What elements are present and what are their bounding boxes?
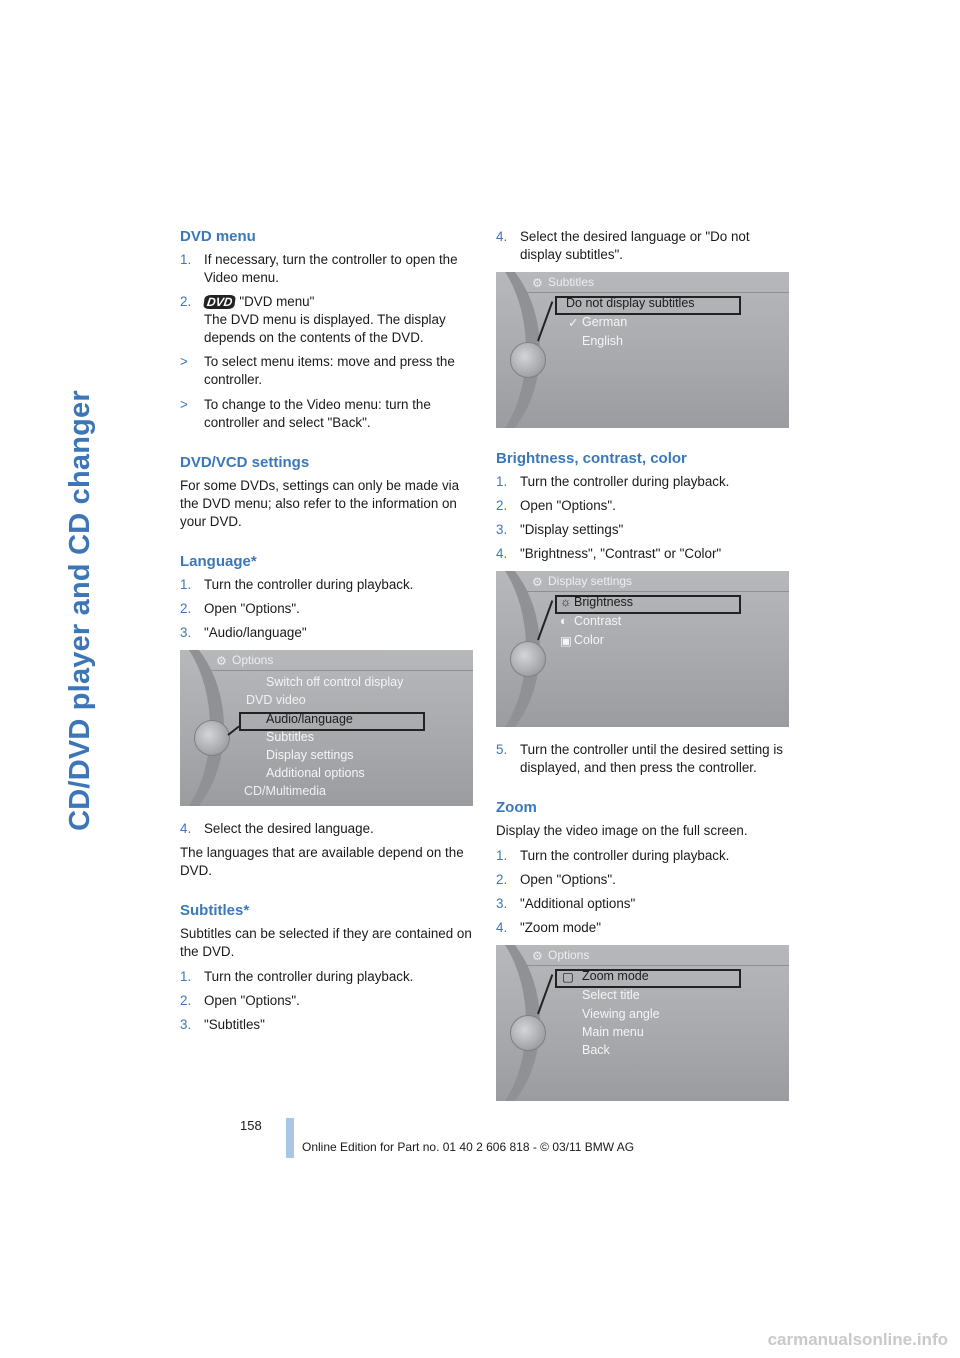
heading-zoom: Zoom — [496, 799, 537, 816]
menu-item: Subtitles — [266, 730, 314, 744]
step-text: If necessary, turn the controller to open the Video menu. — [204, 252, 458, 285]
step-text: Select the desired language or "Do not display subtitles". — [520, 229, 750, 262]
edition-note: Online Edition for Part no. 01 40 2 606 818 - © 03/11 BMW AG — [302, 1140, 635, 1154]
heading-dvd-menu: DVD menu — [180, 228, 256, 245]
step-text: Open "Options". — [520, 498, 616, 513]
left-column — [180, 228, 475, 1040]
step — [496, 871, 791, 889]
menu-item: Main menu — [582, 1025, 644, 1039]
bullet-mark: > — [180, 397, 188, 412]
menu-item: German — [582, 315, 628, 329]
screen-title: Options — [548, 948, 590, 962]
step-text: "DVD menu" — [239, 294, 315, 309]
menu-item-selected: Brightness — [574, 595, 634, 609]
pointer-line — [227, 726, 239, 736]
checkbox-icon: ▢ — [562, 970, 574, 984]
step-number: 1. — [496, 848, 508, 863]
step-text: "Subtitles" — [204, 1017, 265, 1032]
menu-item: Color — [574, 633, 604, 647]
menu-item: Switch off control display — [266, 675, 404, 689]
menu-item: English — [582, 334, 623, 348]
step — [180, 624, 475, 642]
paragraph: Subtitles can be selected if they are contained on the DVD. — [180, 926, 472, 959]
pointer-line — [537, 301, 553, 341]
step-number: 2. — [180, 294, 192, 309]
step — [496, 497, 791, 515]
step-text: Select the desired language. — [204, 821, 374, 836]
controller-knob-icon — [510, 1015, 546, 1051]
paragraph: The languages that are available depend on the DVD. — [180, 845, 464, 878]
step — [180, 820, 475, 838]
step-number: 3. — [180, 625, 192, 640]
paragraph: Display the video image on the full screen. — [496, 823, 748, 838]
heading-subtitles: Subtitles* — [180, 902, 250, 919]
watermark: carmanualsonline.info — [767, 1330, 948, 1349]
step-number: 3. — [496, 522, 508, 537]
step — [496, 521, 791, 539]
step-text: Turn the controller until the desired setting is displayed, and then press the controller. — [520, 742, 783, 775]
controller-knob-icon — [510, 342, 546, 378]
check-icon: ✓ — [568, 316, 579, 330]
step-text: Turn the controller during playback. — [204, 969, 414, 984]
heading-language: Language* — [180, 553, 257, 570]
screenshot-zoom-options — [496, 945, 789, 1101]
menu-item: Display settings — [266, 748, 354, 762]
step-text: Turn the controller during playback. — [204, 577, 414, 592]
options-icon: ⚙ — [532, 949, 543, 963]
step — [496, 847, 791, 865]
bullet-text: To change to the Video menu: turn the controller and select "Back". — [204, 397, 431, 430]
step-text: Open "Options". — [204, 601, 300, 616]
heading-dvd-vcd-settings: DVD/VCD settings — [180, 454, 310, 471]
step — [180, 1016, 475, 1034]
screenshot-subtitles — [496, 272, 789, 428]
step-number: 5. — [496, 742, 508, 757]
bullet-text: To select menu items: move and press the controller. — [204, 354, 455, 387]
step-text: "Brightness", "Contrast" or "Color" — [520, 546, 722, 561]
menu-category: DVD video — [246, 693, 306, 707]
step — [496, 228, 791, 264]
step-text: Open "Options". — [520, 872, 616, 887]
screen-title: Subtitles — [548, 275, 595, 289]
step-number: 1. — [180, 969, 192, 984]
step — [180, 992, 475, 1010]
options-icon: ⚙ — [532, 575, 543, 589]
menu-item-selected: Zoom mode — [582, 969, 649, 983]
bullet — [180, 396, 475, 432]
step — [496, 545, 791, 563]
contrast-icon: ◐ — [560, 614, 568, 628]
step-text: "Display settings" — [520, 522, 624, 537]
step-number: 2. — [496, 872, 508, 887]
chapter-title-text: CD/DVD player and CD changer — [63, 389, 96, 831]
menu-item-selected: Do not display subtitles — [566, 296, 695, 310]
step-number: 1. — [496, 474, 508, 489]
step-text: "Additional options" — [520, 896, 636, 911]
dvd-logo-icon: DVD — [203, 295, 236, 309]
divider — [524, 965, 789, 966]
page-number: 158 — [240, 1118, 262, 1133]
step — [180, 251, 475, 287]
screenshot-display-settings — [496, 571, 789, 727]
divider — [208, 670, 473, 671]
step-number: 4. — [496, 229, 508, 244]
step — [496, 895, 791, 913]
step-text: Open "Options". — [204, 993, 300, 1008]
menu-item: Back — [582, 1043, 610, 1057]
divider — [524, 292, 789, 293]
screenshot-options-audio — [180, 650, 473, 806]
paragraph: For some DVDs, settings can only be made via the DVD menu; also refer to the information on your DVD. — [180, 478, 460, 529]
menu-category: CD/Multimedia — [244, 784, 326, 798]
step-text: Turn the controller during playback. — [520, 474, 730, 489]
bullet — [180, 353, 475, 389]
brightness-icon: ☼ — [560, 595, 572, 609]
footer-accent-bar — [286, 1118, 294, 1158]
step-number: 4. — [180, 821, 192, 836]
pointer-line — [537, 600, 553, 640]
step-number: 3. — [180, 1017, 192, 1032]
menu-item: Select title — [582, 988, 640, 1002]
color-icon: ▣ — [560, 634, 572, 648]
menu-item: Viewing angle — [582, 1007, 660, 1021]
right-column — [496, 228, 791, 1115]
step — [496, 741, 791, 777]
step — [496, 919, 791, 937]
step-number: 2. — [496, 498, 508, 513]
menu-item: Contrast — [574, 614, 622, 628]
step — [180, 576, 475, 594]
chapter-side-title — [62, 230, 98, 990]
step-text: Turn the controller during playback. — [520, 848, 730, 863]
step-number: 2. — [180, 993, 192, 1008]
step-number: 4. — [496, 546, 508, 561]
step-text: "Zoom mode" — [520, 920, 601, 935]
controller-knob-icon — [510, 641, 546, 677]
options-icon: ⚙ — [532, 276, 543, 290]
step-text: "Audio/language" — [204, 625, 307, 640]
options-icon: ⚙ — [216, 654, 227, 668]
controller-knob-icon — [194, 720, 230, 756]
step-number: 1. — [180, 252, 192, 267]
step-number: 4. — [496, 920, 508, 935]
screen-title: Options — [232, 653, 274, 667]
divider — [524, 591, 789, 592]
step — [180, 600, 475, 618]
step-number: 3. — [496, 896, 508, 911]
step-number: 1. — [180, 577, 192, 592]
heading-brightness: Brightness, contrast, color — [496, 450, 687, 467]
menu-item: Additional options — [266, 766, 365, 780]
bullet-mark: > — [180, 354, 188, 369]
step — [496, 473, 791, 491]
pointer-line — [537, 974, 553, 1014]
step — [180, 293, 475, 347]
step — [180, 968, 475, 986]
step-text: The DVD menu is displayed. The display depends on the contents of the DVD. — [204, 312, 446, 345]
step-number: 2. — [180, 601, 192, 616]
screen-title: Display settings — [548, 574, 633, 588]
menu-item-selected: Audio/language — [266, 712, 353, 726]
